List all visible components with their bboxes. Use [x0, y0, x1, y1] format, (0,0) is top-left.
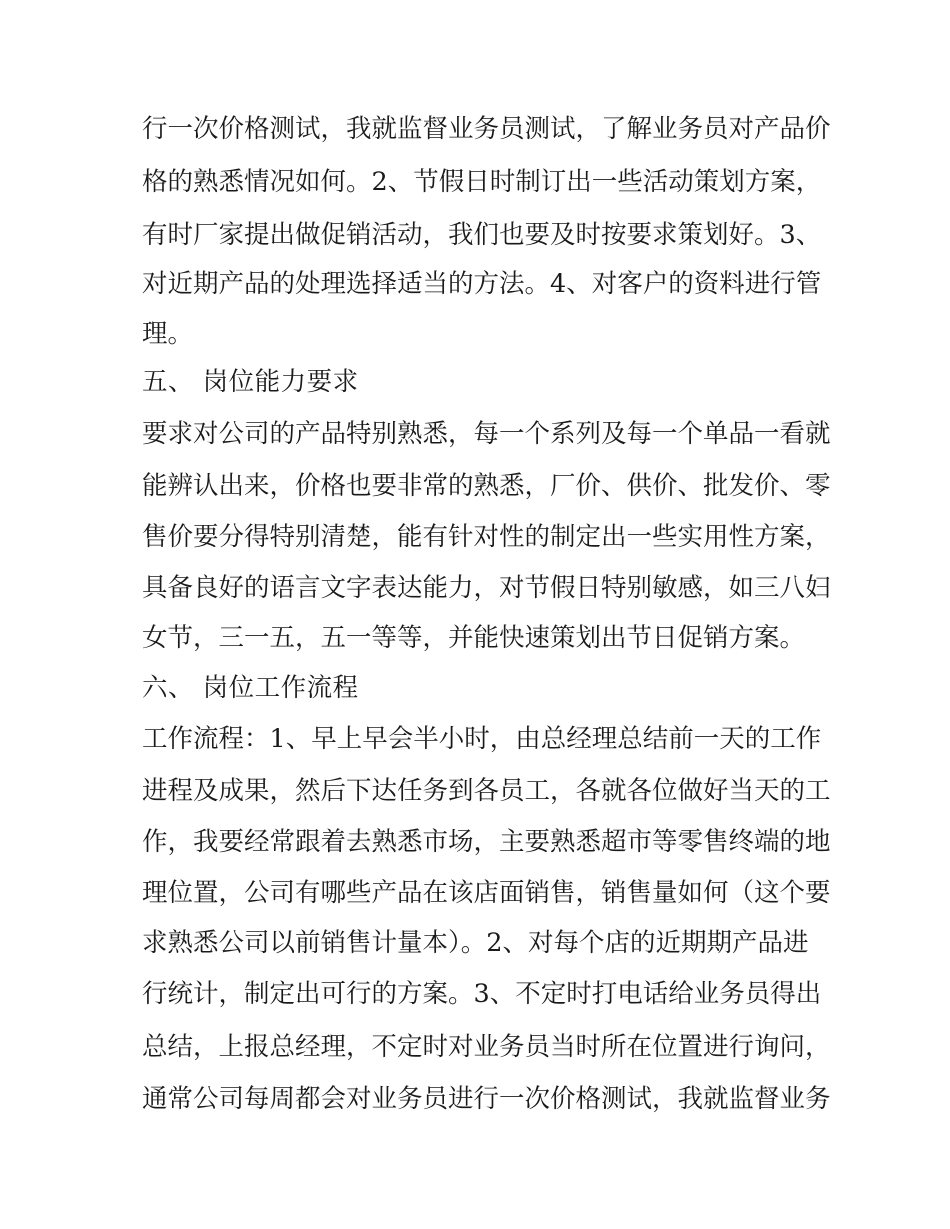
paragraph-line: 理。: [142, 319, 194, 349]
paragraph-line: 要求对公司的产品特别熟悉，每一个系列及每一个单品一看就: [142, 419, 831, 449]
section-heading-5: 五、 岗位能力要求: [142, 367, 359, 397]
paragraph-line: 行一次价格测试，我就监督业务员测试，了解业务员对产品价: [142, 114, 831, 144]
paragraph-line: 格的熟悉情况如何。2、节假日时制订出一些活动策划方案，: [142, 167, 822, 197]
paragraph-line: 有时厂家提出做促销活动，我们也要及时按要求策划好。3、: [142, 220, 822, 250]
paragraph-line: 求熟悉公司以前销售计量本）。2、对每个店的近期期产品进: [142, 928, 809, 958]
paragraph-line: 理位置，公司有哪些产品在该店面销售，销售量如何（这个要: [142, 878, 831, 908]
paragraph-line: 进程及成果，然后下达任务到各员工，各就各位做好当天的工: [142, 776, 831, 806]
paragraph-line: 作，我要经常跟着去熟悉市场，主要熟悉超市等零售终端的地: [142, 827, 831, 857]
paragraph-line: 具备良好的语言文字表达能力，对节假日特别敏感，如三八妇: [142, 573, 831, 603]
paragraph-line: 总结，上报总经理，不定时对业务员当时所在位置进行询问，: [142, 1032, 831, 1062]
paragraph-line: 女节，三一五，五一等等，并能快速策划出节日促销方案。: [142, 623, 806, 653]
paragraph-line: 工作流程：1、早上早会半小时，由总经理总结前一天的工作: [142, 724, 822, 754]
paragraph-line: 通常公司每周都会对业务员进行一次价格测试，我就监督业务: [142, 1084, 831, 1114]
paragraph-line: 行统计，制定出可行的方案。3、不定时打电话给业务员得出: [142, 979, 822, 1009]
section-heading-6: 六、 岗位工作流程: [142, 673, 359, 703]
paragraph-line: 售价要分得特别清楚，能有针对性的制定出一些实用性方案，: [142, 522, 831, 552]
paragraph-line: 对近期产品的处理选择适当的方法。4、对客户的资料进行管: [142, 269, 822, 299]
paragraph-line: 能辨认出来，价格也要非常的熟悉，厂价、供价、批发价、零: [142, 471, 831, 501]
